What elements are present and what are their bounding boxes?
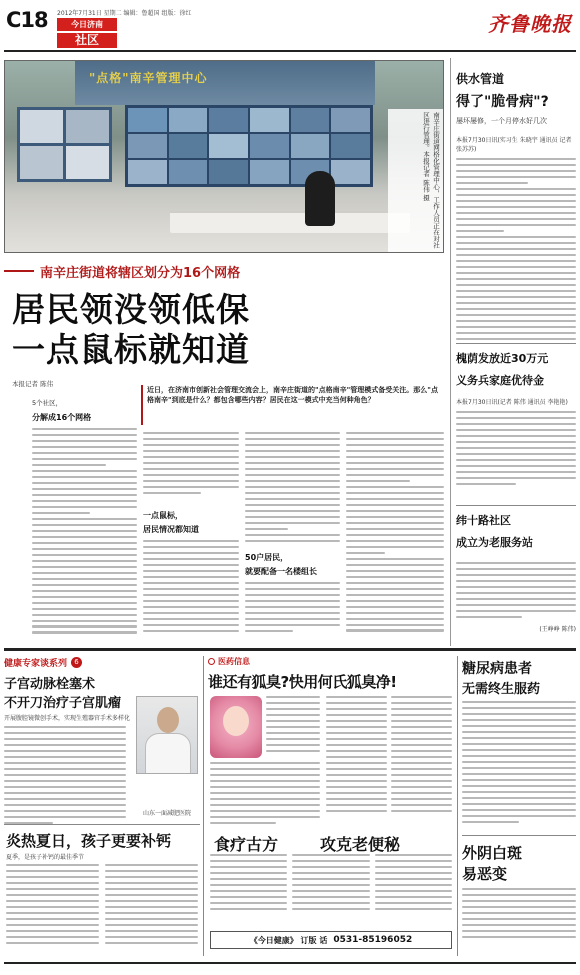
monitor-wall bbox=[125, 105, 373, 187]
side-article-3 bbox=[456, 512, 576, 642]
operator-figure bbox=[305, 171, 335, 226]
center-body-c bbox=[326, 696, 452, 826]
side-divider-2 bbox=[456, 505, 576, 506]
health-right bbox=[462, 656, 576, 956]
center-body-a bbox=[266, 696, 320, 758]
lead-kicker: 南辛庄街道将辖区划分为16个网格 bbox=[40, 266, 241, 281]
lead-photo bbox=[4, 60, 444, 253]
subhead-4: 50户居民， bbox=[245, 553, 289, 562]
side1-title-small: 供水管道 bbox=[456, 72, 505, 86]
center-label bbox=[208, 656, 454, 667]
col3-body-a bbox=[245, 432, 340, 550]
page-code: C18 bbox=[6, 8, 48, 32]
col4-body bbox=[346, 432, 444, 640]
right-title-4: 易恶变 bbox=[462, 865, 508, 883]
art2-deck: 夏季，是孩子补钙的最佳季节 bbox=[6, 854, 85, 861]
lead-kicker-rule bbox=[4, 270, 34, 272]
subhead-3: 居民情况都知道 bbox=[143, 525, 199, 534]
art2-body bbox=[6, 864, 198, 949]
section-tag: 今日济南 bbox=[57, 18, 117, 31]
photo-sign: "点格"南辛管理中心 bbox=[89, 71, 208, 85]
side2-title-1: 槐荫发放近30万元 bbox=[456, 352, 549, 365]
center-foot-body bbox=[210, 854, 452, 922]
col2-body-a bbox=[143, 432, 239, 502]
side1-subtitle: 屡坏屡修，一个月停水好几次 bbox=[456, 117, 547, 125]
center-body-b bbox=[210, 762, 320, 826]
side2-byline: 本报7月30日讯(记者 陈伟 通讯员 李艳艳) bbox=[456, 399, 568, 406]
side1-byline: 本报7月30日讯(实习生 朱晓宇 通讯员 记者 张苏苏) bbox=[456, 137, 572, 153]
hotline-label: 《今日健康》 订版 话 bbox=[249, 935, 328, 945]
hotline-number: 0531-85196052 bbox=[333, 935, 413, 945]
health-column-label bbox=[4, 656, 200, 669]
paper-logo: 齐鲁晚报 bbox=[488, 12, 572, 36]
art1-title-1: 子宫动脉栓塞术 bbox=[4, 677, 96, 692]
side3-body bbox=[456, 562, 576, 622]
col3-body-b bbox=[245, 582, 340, 640]
subhead-2: 一点鼠标， bbox=[143, 511, 183, 520]
side-article-1 bbox=[456, 60, 576, 340]
desk bbox=[170, 211, 410, 233]
right-title-3: 外阴白斑 bbox=[462, 844, 523, 862]
health-vrule-1 bbox=[203, 656, 204, 956]
col2-body-b bbox=[143, 540, 239, 640]
side-divider-1 bbox=[456, 343, 576, 344]
side3-title-1: 纬十路社区 bbox=[456, 514, 511, 527]
health-center bbox=[208, 656, 454, 956]
lead-side-divider bbox=[450, 58, 451, 646]
col1-body bbox=[32, 428, 137, 640]
illustration-face bbox=[223, 706, 249, 736]
health-column-text: 健康专家谈系列 bbox=[4, 659, 68, 669]
lead-intro: 近日，在济南市创新社会管理交流会上，南辛庄街道的"点格南辛"管理模式备受关注。那么"点格南辛"到底是什么？都包含哪些内容？居民在这一模式中充当何种角色？ bbox=[141, 385, 444, 425]
subhead-1: 分解成16个网格 bbox=[32, 413, 92, 422]
right-divider bbox=[462, 835, 576, 836]
doctor-head bbox=[157, 707, 179, 733]
subhead-5: 就要配备一名楼组长 bbox=[245, 567, 317, 576]
art1-title-2: 不开刀治疗子宫肌瘤 bbox=[4, 696, 122, 711]
col1-lead: 5个社区， bbox=[32, 399, 63, 407]
art1-body bbox=[4, 726, 126, 826]
right-body-2 bbox=[462, 888, 576, 946]
center-label-icon bbox=[208, 658, 215, 665]
lead-headline-1: 居民领没领低保 bbox=[12, 290, 250, 329]
lead-byline: 本报记者 陈伟 bbox=[12, 380, 54, 388]
side-article-2 bbox=[456, 350, 576, 500]
right-body-1 bbox=[462, 701, 576, 831]
side3-title-2: 成立为老服务站 bbox=[456, 536, 533, 549]
bottom-rule bbox=[4, 962, 576, 964]
art2-title: 炎热夏日，孩子更要补钙 bbox=[6, 832, 172, 850]
side2-title-2: 义务兵家庭优待金 bbox=[456, 374, 544, 387]
date-line: 2012年7月31日 星期二 编辑：鲁超国 组版：徐红 bbox=[57, 10, 192, 17]
center-label-text: 医药信息 bbox=[218, 657, 250, 666]
side1-body bbox=[456, 158, 576, 343]
center-foot-title-1: 食疗古方 bbox=[214, 835, 279, 854]
doctor-photo bbox=[136, 696, 198, 774]
art1-deck: 开展腹腔镜微创手术，实现生殖器官手术多样化 bbox=[4, 715, 131, 722]
doctor-coat bbox=[145, 733, 191, 774]
center-illustration bbox=[210, 696, 262, 758]
doctor-title: 山东一面减肥医院 bbox=[142, 810, 191, 817]
center-title: 谁还有狐臭?快用何氏狐臭净! bbox=[208, 673, 397, 691]
hotline-bar bbox=[210, 931, 452, 949]
center-foot-title-2: 攻克老便秘 bbox=[320, 835, 401, 854]
health-vrule-2 bbox=[457, 656, 458, 956]
side2-body bbox=[456, 411, 576, 491]
side1-title-big: 得了"脆骨病"? bbox=[456, 94, 549, 110]
health-divider bbox=[4, 824, 200, 825]
masthead-rule bbox=[4, 50, 576, 52]
right-title-2: 无需终生服药 bbox=[462, 682, 541, 697]
health-column-no: 6 bbox=[71, 657, 82, 668]
side3-signoff: (王峥峥 陈伟) bbox=[539, 626, 576, 633]
left-panels bbox=[17, 107, 112, 182]
lead-headline-2: 一点鼠标就知道 bbox=[12, 330, 250, 369]
section-rule bbox=[4, 648, 576, 651]
section-name: 社区 bbox=[57, 33, 117, 48]
right-title-1: 糖尿病患者 bbox=[462, 661, 532, 677]
health-left bbox=[4, 656, 200, 956]
photo-caption: 南辛庄街道网格化管理中心，工作人员正在对社区进行管理。本报记者 陈伟 摄 bbox=[388, 109, 444, 253]
masthead bbox=[0, 0, 580, 55]
